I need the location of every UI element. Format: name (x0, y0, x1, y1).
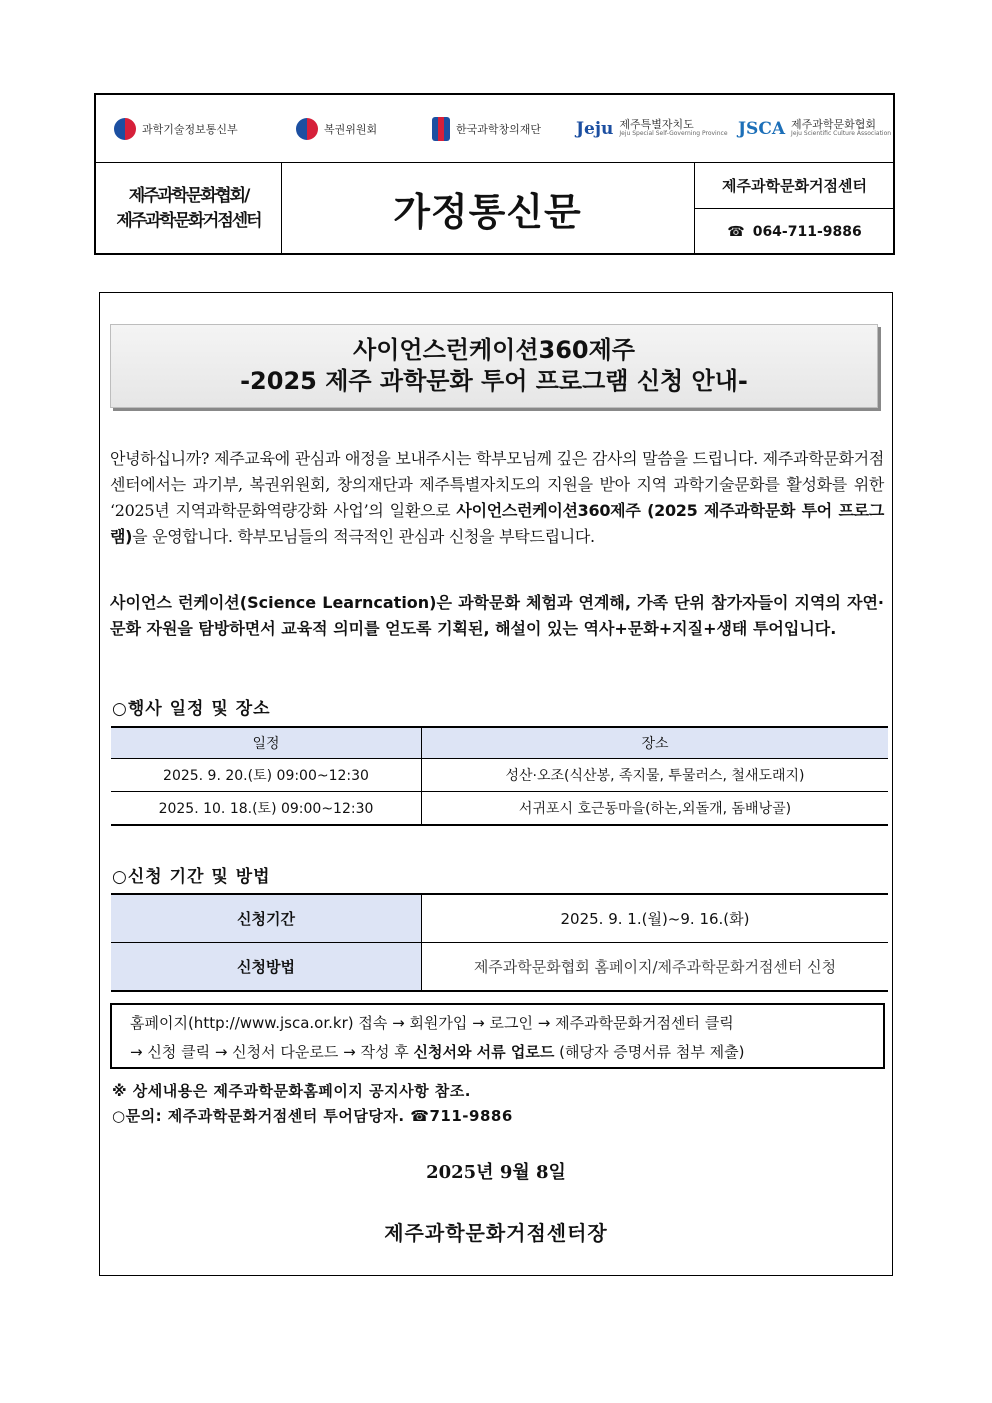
process-line-2-b: (해당자 증명서류 첨부 제출) (554, 1043, 745, 1061)
logo-jeju-label: 제주특별자치도 (619, 117, 694, 131)
title-banner (110, 324, 878, 408)
intro-text-a: 안녕하십니까? 제주교육에 관심과 애정을 보내주시는 학부모님께 깊은 감사의 말씀을 드립니다. 제주과학문화거점센터에서는 과기부, 복권위원회, 창의재단과 제주특별자치도의 지원을 받아 지역 과학기술문화를 활성화를 위한 ‘2025년 지역과학문화역량강화 사업’의 일환으로 (110, 449, 884, 520)
issuer-organization (96, 162, 282, 255)
period-label: 신청기간 (111, 894, 422, 943)
contact-note: ○문의: 제주과학문화거점센터 투어담당자. ☎711-9886 (112, 1107, 513, 1125)
issue-date: 2025년 9월 8일 (426, 1162, 566, 1183)
logo-jsca-sub: Jeju Scientific Culture Association (791, 130, 892, 138)
schedule-table (111, 726, 888, 826)
issuer-line-1: 제주과학문화협회/ (128, 185, 249, 206)
intro-text-b: 을 운영합니다. 학부모님들의 적극적인 관심과 신청을 부탁드립니다. (132, 527, 595, 546)
application-table (111, 893, 888, 992)
logo-lottery (296, 95, 377, 162)
logo-jsca-label: 제주과학문화협회 (791, 117, 877, 131)
logo-row (96, 95, 893, 163)
schedule-header-date: 일정 (111, 727, 422, 759)
logo-kofac (432, 95, 541, 162)
method-value: 제주과학문화협회 홈페이지/제주과학문화거점센터 신청 (422, 943, 889, 992)
detail-note: ※ 상세내용은 제주과학문화홈페이지 공지사항 참조. (112, 1082, 471, 1100)
intro-program-name: 사이언스런케이션360제주 (2025 제주과학문화 투어 프로그램) (110, 501, 884, 546)
table-row (111, 759, 888, 792)
phone-icon: ☎ (727, 223, 745, 240)
process-line-2-a: → 신청 클릭 → 신청서 다운로드 → 작성 후 (130, 1043, 414, 1061)
signature: 제주과학문화거점센터장 (384, 1221, 608, 1245)
logo-jsca (738, 95, 891, 162)
document-header (94, 93, 895, 255)
logo-kofac-label: 한국과학창의재단 (456, 122, 542, 136)
government-emblem-icon (114, 118, 136, 140)
logo-lottery-label: 복권위원회 (324, 122, 378, 136)
table-row (111, 894, 888, 943)
document-title: 가정통신문 (281, 162, 695, 255)
phone-number: 064-711-9886 (752, 223, 862, 240)
center-name: 제주과학문화거점센터 (694, 162, 895, 209)
logo-jeju-sub: Jeju Special Self-Governing Province (619, 130, 728, 138)
jsca-logo-mark: JSCA (738, 118, 786, 139)
application-heading: ○신청 기간 및 방법 (112, 867, 271, 887)
process-line-2 (130, 1038, 883, 1067)
schedule-heading: ○행사 일정 및 장소 (112, 699, 271, 719)
issuer-line-2: 제주과학문화거점센터 (116, 210, 261, 231)
contact-phone (694, 208, 895, 255)
schedule-place: 성산·오조(식산봉, 족지물, 투물러스, 철새도래지) (422, 759, 889, 792)
banner-title: 사이언스런케이션360제주 (353, 335, 635, 364)
schedule-date: 2025. 9. 20.(토) 09:00~12:30 (111, 759, 422, 792)
process-line-1: 홈페이지(http://www.jsca.or.kr) 접속 → 회원가입 → 로그인 → 제주과학문화거점센터 클릭 (130, 1014, 734, 1032)
schedule-header-place: 장소 (422, 727, 889, 759)
jeju-logo-mark: Jeju (576, 118, 614, 139)
logo-msit (114, 95, 238, 162)
table-row (111, 792, 888, 826)
schedule-place: 서귀포시 호근동마을(하논,외돌개, 돔배낭골) (422, 792, 889, 826)
government-emblem-icon (296, 118, 318, 140)
period-value: 2025. 9. 1.(월)~9. 16.(화) (422, 894, 889, 943)
banner-subtitle: -2025 제주 과학문화 투어 프로그램 신청 안내- (240, 367, 748, 395)
header-info-row (96, 162, 893, 255)
schedule-date: 2025. 10. 18.(토) 09:00~12:30 (111, 792, 422, 826)
application-process-box (110, 1003, 885, 1069)
intro-paragraph (110, 446, 884, 550)
process-upload-step: 신청서와 서류 업로드 (413, 1043, 555, 1061)
method-label: 신청방법 (111, 943, 422, 992)
table-row (111, 943, 888, 992)
program-description: 사이언스 런케이션(Science Learncation)은 과학문화 체험과 연계해, 가족 단위 참가자들이 지역의 자연·문화 자원을 탐방하면서 교육적 의미를 얻도록 기획된, 해설이 있는 역사+문화+지질+생태 투어입니다. (110, 593, 884, 638)
logo-msit-label: 과학기술정보통신부 (142, 122, 238, 136)
kofac-mark-icon (432, 117, 450, 141)
logo-jeju (576, 95, 728, 162)
